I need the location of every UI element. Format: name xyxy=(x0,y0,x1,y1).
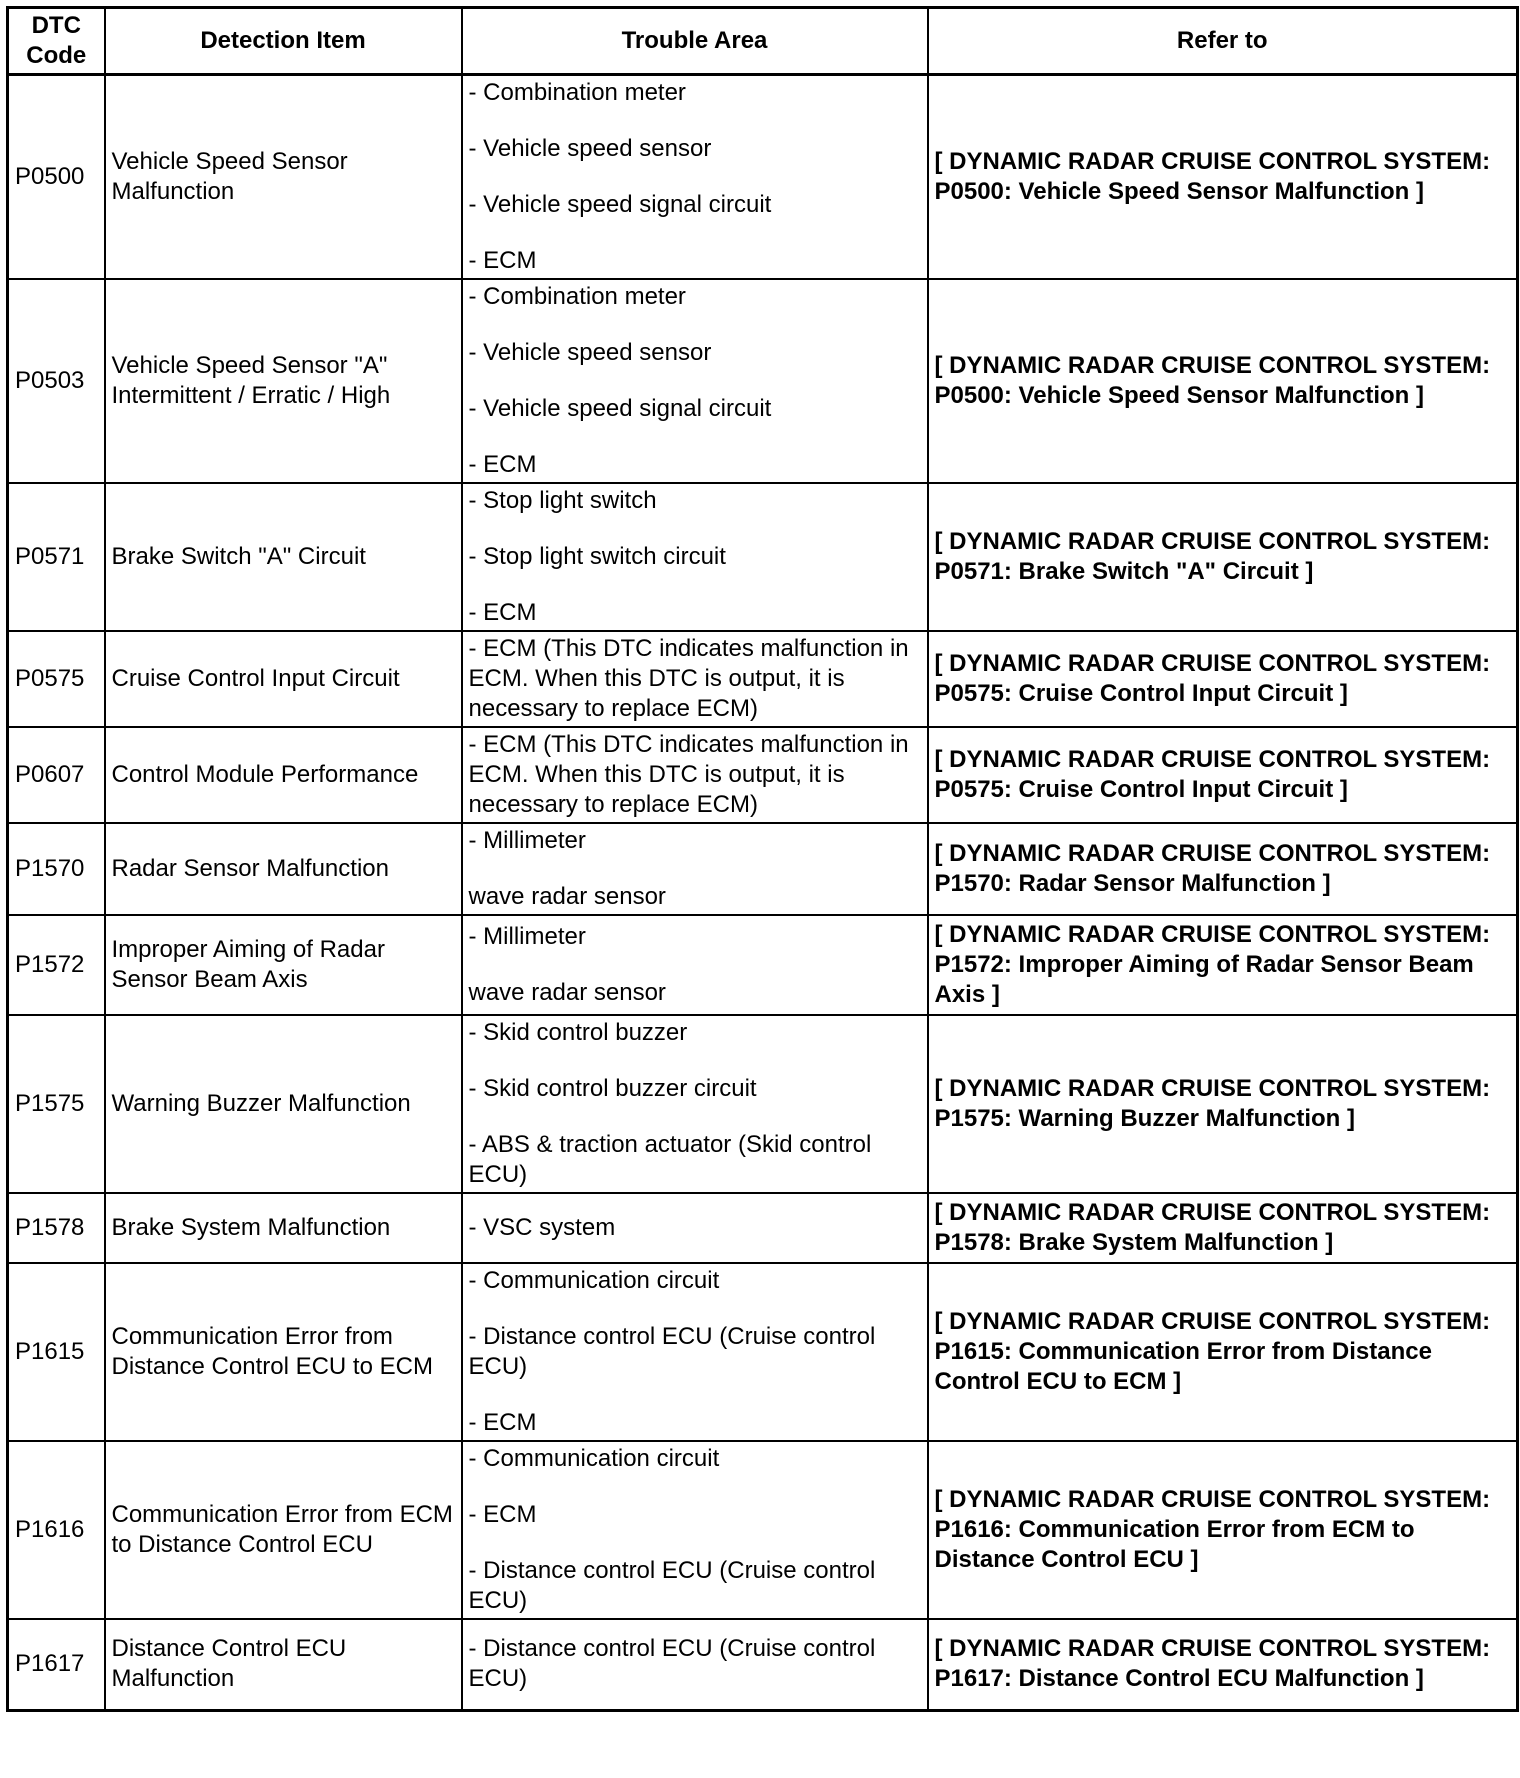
trouble-area-spacer xyxy=(469,1296,921,1322)
detection-item-cell: Cruise Control Input Circuit xyxy=(105,631,462,727)
dtc-code-cell: P0500 xyxy=(8,75,105,280)
trouble-area-item: - ECM xyxy=(468,1501,537,1528)
dtc-code-cell: P1617 xyxy=(8,1619,105,1710)
detection-item-cell: Communication Error from ECM to Distance Control ECU xyxy=(105,1441,462,1619)
trouble-area-cell xyxy=(462,915,928,1015)
trouble-area-item: - Distance control ECU (Cruise control ECU) xyxy=(468,1635,876,1693)
trouble-area-spacer xyxy=(469,108,921,134)
table-header-row xyxy=(8,8,1518,75)
trouble-area-cell xyxy=(462,75,928,280)
detection-item-cell: Brake Switch "A" Circuit xyxy=(105,483,462,631)
table-row xyxy=(8,915,1518,1015)
refer-to-cell: [ DYNAMIC RADAR CRUISE CONTROL SYSTEM: P0500: Vehicle Speed Sensor Malfunction ] xyxy=(928,279,1518,483)
trouble-area-item: - ECM (This DTC indicates malfunction in ECM. When this DTC is output, it is necessary to replace ECM) xyxy=(468,731,909,818)
table-row xyxy=(8,279,1518,483)
trouble-area-cell xyxy=(462,1263,928,1441)
detection-item-cell: Warning Buzzer Malfunction xyxy=(105,1015,462,1193)
refer-to-cell: [ DYNAMIC RADAR CRUISE CONTROL SYSTEM: P1615: Communication Error from Distance Control ECU to ECM ] xyxy=(928,1263,1518,1441)
table-row xyxy=(8,1193,1518,1263)
table-row xyxy=(8,727,1518,823)
dtc-code-cell: P1570 xyxy=(8,823,105,915)
trouble-area-spacer xyxy=(469,1048,921,1074)
detection-item-cell: Brake System Malfunction xyxy=(105,1193,462,1263)
trouble-area-item: - Stop light switch xyxy=(468,487,657,514)
refer-to-cell: [ DYNAMIC RADAR CRUISE CONTROL SYSTEM: P0575: Cruise Control Input Circuit ] xyxy=(928,631,1518,727)
trouble-area-item: - VSC system xyxy=(468,1214,616,1241)
trouble-area-item: - Communication circuit xyxy=(468,1267,720,1294)
table-row xyxy=(8,1015,1518,1193)
header-dtc-code: DTC Code xyxy=(8,8,105,75)
trouble-area-item: - ECM xyxy=(468,247,537,274)
trouble-area-cell xyxy=(462,1619,928,1710)
dtc-code-cell: P0575 xyxy=(8,631,105,727)
trouble-area-item: - ECM (This DTC indicates malfunction in ECM. When this DTC is output, it is necessary to replace ECM) xyxy=(468,635,909,722)
trouble-area-cell xyxy=(462,823,928,915)
trouble-area-item: - Vehicle speed sensor xyxy=(468,339,712,366)
dtc-code-cell: P1572 xyxy=(8,915,105,1015)
refer-to-cell: [ DYNAMIC RADAR CRUISE CONTROL SYSTEM: P1570: Radar Sensor Malfunction ] xyxy=(928,823,1518,915)
trouble-area-item: - Vehicle speed signal circuit xyxy=(468,395,772,422)
trouble-area-spacer xyxy=(469,220,921,246)
refer-to-cell: [ DYNAMIC RADAR CRUISE CONTROL SYSTEM: P0500: Vehicle Speed Sensor Malfunction ] xyxy=(928,75,1518,280)
header-detection-item: Detection Item xyxy=(105,8,462,75)
dtc-table-container xyxy=(6,6,1519,1712)
trouble-area-item: - Vehicle speed sensor xyxy=(468,135,712,162)
trouble-area-item: - Stop light switch circuit xyxy=(468,543,726,570)
trouble-area-spacer xyxy=(469,1474,921,1500)
detection-item-cell: Communication Error from Distance Control ECU to ECM xyxy=(105,1263,462,1441)
trouble-area-spacer xyxy=(469,424,921,450)
table-row xyxy=(8,1263,1518,1441)
table-row xyxy=(8,1619,1518,1710)
trouble-area-item: - Distance control ECU (Cruise control ECU) xyxy=(468,1557,876,1614)
refer-to-cell: [ DYNAMIC RADAR CRUISE CONTROL SYSTEM: P1572: Improper Aiming of Radar Sensor Beam Axis ] xyxy=(928,915,1518,1015)
table-row xyxy=(8,823,1518,915)
refer-to-cell: [ DYNAMIC RADAR CRUISE CONTROL SYSTEM: P1616: Communication Error from ECM to Distance Control ECU ] xyxy=(928,1441,1518,1619)
detection-item-cell: Vehicle Speed Sensor Malfunction xyxy=(105,75,462,280)
header-trouble-area: Trouble Area xyxy=(462,8,928,75)
trouble-area-spacer xyxy=(469,368,921,394)
dtc-table xyxy=(6,6,1519,1712)
trouble-area-item: - ABS & traction actuator (Skid control ECU) xyxy=(468,1131,872,1188)
trouble-area-cell xyxy=(462,1193,928,1263)
trouble-area-cell xyxy=(462,1015,928,1193)
trouble-area-item: - Skid control buzzer circuit xyxy=(468,1075,757,1102)
trouble-area-item: - Millimeter xyxy=(468,923,586,950)
dtc-code-cell: P1616 xyxy=(8,1441,105,1619)
trouble-area-spacer xyxy=(469,856,921,882)
dtc-code-cell: P0607 xyxy=(8,727,105,823)
trouble-area-cell xyxy=(462,279,928,483)
header-refer-to: Refer to xyxy=(928,8,1518,75)
detection-item-cell: Radar Sensor Malfunction xyxy=(105,823,462,915)
trouble-area-item: - ECM xyxy=(468,599,537,626)
detection-item-cell: Distance Control ECU Malfunction xyxy=(105,1619,462,1710)
dtc-code-cell: P1575 xyxy=(8,1015,105,1193)
dtc-code-cell: P1615 xyxy=(8,1263,105,1441)
dtc-code-cell: P0503 xyxy=(8,279,105,483)
trouble-area-item: - Combination meter xyxy=(468,283,686,310)
trouble-area-spacer xyxy=(469,164,921,190)
table-row xyxy=(8,631,1518,727)
trouble-area-spacer xyxy=(469,1530,921,1556)
trouble-area-cell xyxy=(462,727,928,823)
trouble-area-cell xyxy=(462,1441,928,1619)
trouble-area-spacer xyxy=(469,516,921,542)
table-row xyxy=(8,483,1518,631)
detection-item-cell: Vehicle Speed Sensor "A" Intermittent / Erratic / High xyxy=(105,279,462,483)
trouble-area-item: - Millimeter xyxy=(468,827,586,854)
trouble-area-spacer xyxy=(469,572,921,598)
trouble-area-item: wave radar sensor xyxy=(468,883,666,910)
trouble-area-spacer xyxy=(469,1382,921,1408)
detection-item-cell: Control Module Performance xyxy=(105,727,462,823)
refer-to-cell: [ DYNAMIC RADAR CRUISE CONTROL SYSTEM: P0571: Brake Switch "A" Circuit ] xyxy=(928,483,1518,631)
table-body xyxy=(8,75,1518,1711)
refer-to-cell: [ DYNAMIC RADAR CRUISE CONTROL SYSTEM: P1575: Warning Buzzer Malfunction ] xyxy=(928,1015,1518,1193)
trouble-area-item: - ECM xyxy=(468,451,537,478)
table-row xyxy=(8,75,1518,280)
detection-item-cell: Improper Aiming of Radar Sensor Beam Axis xyxy=(105,915,462,1015)
table-row xyxy=(8,1441,1518,1619)
trouble-area-cell xyxy=(462,483,928,631)
trouble-area-spacer xyxy=(469,952,921,978)
dtc-code-cell: P1578 xyxy=(8,1193,105,1263)
refer-to-cell: [ DYNAMIC RADAR CRUISE CONTROL SYSTEM: P1578: Brake System Malfunction ] xyxy=(928,1193,1518,1263)
trouble-area-cell xyxy=(462,631,928,727)
dtc-code-cell: P0571 xyxy=(8,483,105,631)
refer-to-cell: [ DYNAMIC RADAR CRUISE CONTROL SYSTEM: P0575: Cruise Control Input Circuit ] xyxy=(928,727,1518,823)
trouble-area-spacer xyxy=(469,312,921,338)
trouble-area-item: - Distance control ECU (Cruise control ECU) xyxy=(468,1323,876,1380)
refer-to-cell: [ DYNAMIC RADAR CRUISE CONTROL SYSTEM: P1617: Distance Control ECU Malfunction ] xyxy=(928,1619,1518,1710)
trouble-area-item: - Vehicle speed signal circuit xyxy=(468,191,772,218)
trouble-area-item: - ECM xyxy=(468,1409,537,1436)
trouble-area-item: - Combination meter xyxy=(468,79,686,106)
trouble-area-item: wave radar sensor xyxy=(468,979,666,1006)
trouble-area-item: - Skid control buzzer xyxy=(468,1019,688,1046)
trouble-area-item: - Communication circuit xyxy=(468,1445,720,1472)
trouble-area-spacer xyxy=(469,1104,921,1130)
